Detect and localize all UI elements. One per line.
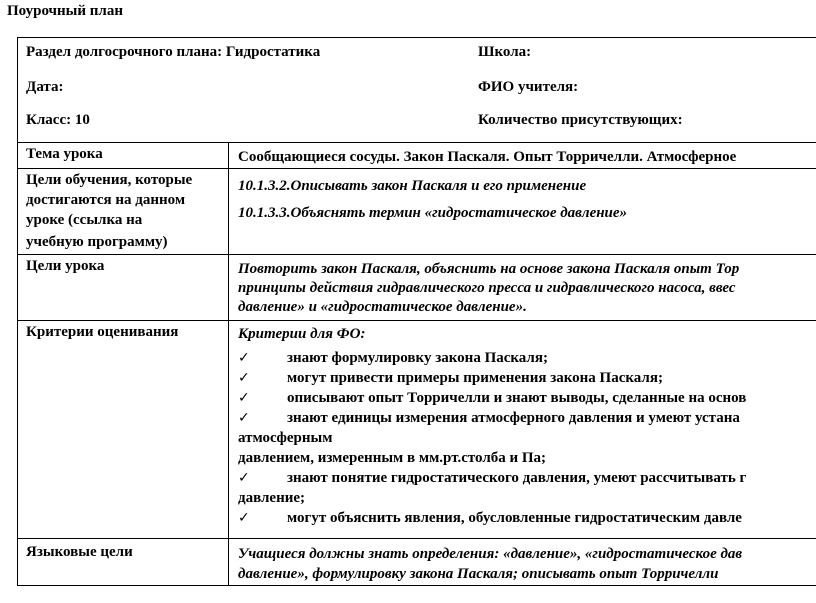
date-label: Дата: (26, 79, 64, 95)
objectives-label-line: учебную программу) (26, 234, 168, 250)
section-label: Раздел долгосрочного плана: Гидростатика (26, 44, 321, 60)
lesson-goals-line: принципы действия гидравлического пресса и гидравлического насоса, ввес (238, 280, 736, 296)
check-icon: ✓ (238, 510, 250, 526)
criteria-heading: Критерии для ФО: (238, 326, 366, 342)
objective-item: 10.1.3.3.Объяснять термин «гидростатическое давление» (238, 205, 628, 221)
criteria-item: могут привести примеры применения закона Паскаля; (287, 370, 663, 386)
language-goals-label: Языковые цели (26, 544, 133, 560)
criteria-item: знают единицы измерения атмосферного давления и умеют устана (287, 410, 740, 426)
lesson-goals-label: Цели урока (26, 258, 105, 274)
row-divider (17, 538, 816, 539)
attendance-label: Количество присутствующих: (478, 112, 683, 128)
criteria-item: описывают опыт Торричелли и знают выводы, сделанные на основ (287, 390, 747, 406)
criteria-label: Критерии оценивания (26, 324, 179, 340)
row-divider (17, 320, 816, 321)
objectives-label-line: достигаются на данном (26, 192, 186, 208)
lesson-goals-line: давление» и «гидростатическое давление». (238, 299, 527, 315)
criteria-item-continued: давление; (238, 490, 306, 506)
topic-label: Тема урока (26, 146, 103, 162)
language-goals-line: Учащиеся должны знать определения: «давление», «гидростатическое дав (238, 546, 743, 562)
criteria-item-continued: давлением, измеренным в мм.рт.столба и Па; (238, 450, 547, 466)
lesson-goals-line: Повторить закон Паскаля, объяснить на основе закона Паскаля опыт Тор (238, 261, 740, 277)
document-title: Поурочный план (7, 3, 123, 19)
criteria-item: могут объяснить явления, обусловленные гидростатическим давле (287, 510, 742, 526)
check-icon: ✓ (238, 370, 250, 386)
row-divider (17, 142, 816, 143)
objective-item: 10.1.3.2.Описывать закон Паскаля и его применение (238, 178, 587, 194)
objectives-label-line: Цели обучения, которые (26, 172, 193, 188)
topic-value: Сообщающиеся сосуды. Закон Паскаля. Опыт Торричелли. Атмосферное (238, 149, 737, 165)
criteria-item-continued: атмосферным (238, 430, 333, 446)
check-icon: ✓ (238, 350, 250, 366)
language-goals-line: давление», формулировку закона Паскаля; описывать опыт Торричелли (238, 566, 719, 582)
row-divider (17, 254, 816, 255)
objectives-label-line: уроке (ссылка на (26, 212, 143, 228)
school-label: Школа: (478, 44, 532, 60)
criteria-item: знают понятие гидростатического давления, умеют рассчитывать г (287, 470, 747, 486)
check-icon: ✓ (238, 470, 250, 486)
column-divider (228, 142, 229, 585)
teacher-label: ФИО учителя: (478, 79, 579, 95)
criteria-item: знают формулировку закона Паскаля; (287, 350, 548, 366)
class-label: Класс: 10 (26, 112, 90, 128)
check-icon: ✓ (238, 410, 250, 426)
row-divider (17, 168, 816, 169)
check-icon: ✓ (238, 390, 250, 406)
